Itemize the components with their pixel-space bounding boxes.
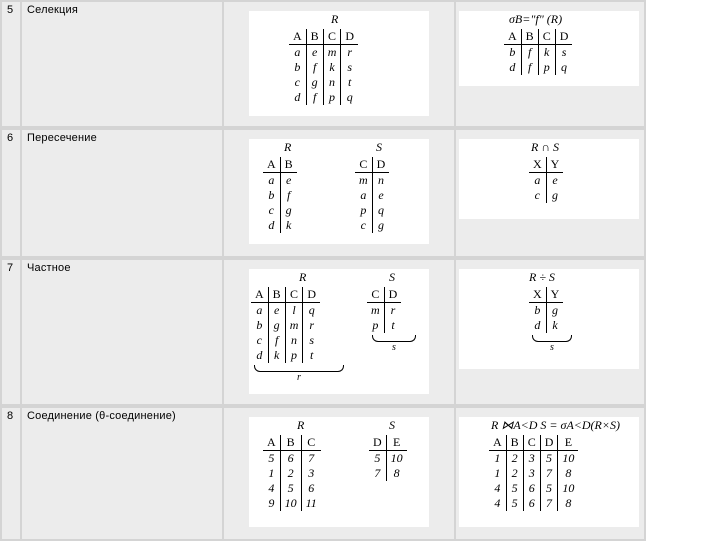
tuple-row xyxy=(355,173,389,189)
tuple-value: e xyxy=(306,45,323,61)
source-cell xyxy=(224,408,454,539)
tuple-row xyxy=(289,45,358,61)
tuple-value: c xyxy=(360,218,366,232)
tuple-value: f xyxy=(268,333,285,348)
column-header: D xyxy=(341,29,358,45)
operation-name: Пересечение xyxy=(22,130,222,256)
result-figure xyxy=(459,139,639,219)
tuple-row xyxy=(251,303,320,319)
column-header: A xyxy=(289,29,306,45)
column-header: B xyxy=(506,435,523,451)
tuple-value: b xyxy=(294,60,301,74)
tuple-value: 7 xyxy=(540,496,558,511)
tuple-value: 1 xyxy=(494,466,501,480)
brace-annotation: s xyxy=(531,335,573,353)
row-number: 5 xyxy=(2,2,20,126)
tuple-value: l xyxy=(285,303,303,319)
result-table xyxy=(529,157,563,203)
tuple-value: p xyxy=(360,203,367,217)
relation-table xyxy=(251,287,320,363)
column-header: C xyxy=(323,29,341,45)
column-header: C xyxy=(285,287,303,303)
tuple-value: r xyxy=(303,318,320,333)
relation-title: S xyxy=(389,418,395,432)
column-header: Y xyxy=(546,287,563,303)
tuple-value: 10 xyxy=(280,496,301,511)
tuple-value: f xyxy=(521,60,538,75)
tuple-value: 8 xyxy=(386,466,407,481)
tuple-value: 7 xyxy=(301,451,321,467)
tuple-value: 6 xyxy=(301,481,321,496)
column-header: D xyxy=(555,29,572,45)
source-figure xyxy=(249,269,429,394)
tuple-value: s xyxy=(303,333,320,348)
tuple-value: e xyxy=(280,173,297,189)
relation-table xyxy=(263,435,321,511)
result-cell xyxy=(456,260,644,404)
tuple-value: 10 xyxy=(386,451,407,467)
result-figure xyxy=(459,11,639,86)
tuple-value: 6 xyxy=(523,481,540,496)
table-row xyxy=(0,128,646,258)
tuple-value: 10 xyxy=(558,451,579,467)
tuple-row xyxy=(504,60,572,75)
header-row xyxy=(367,287,401,303)
tuple-value: b xyxy=(534,303,541,317)
tuple-row xyxy=(369,466,407,481)
result-table xyxy=(504,29,572,75)
column-header: A xyxy=(504,29,521,45)
tuple-value: g xyxy=(280,203,297,218)
tuple-value: b xyxy=(256,318,263,332)
tuple-value: c xyxy=(294,75,300,89)
tuple-row xyxy=(529,173,563,189)
result-cell xyxy=(456,2,644,126)
tuple-row xyxy=(289,60,358,75)
tuple-row xyxy=(367,303,401,319)
tuple-value: g xyxy=(268,318,285,333)
column-header: A xyxy=(251,287,268,303)
header-row xyxy=(504,29,572,45)
tuple-value: 3 xyxy=(523,451,540,467)
tuple-row xyxy=(251,348,320,363)
tuple-value: 3 xyxy=(523,466,540,481)
tuple-value: k xyxy=(546,318,563,333)
tuple-value: p xyxy=(538,60,555,75)
result-title: R ÷ S xyxy=(529,270,555,284)
relation-table xyxy=(367,287,401,333)
column-header: C xyxy=(367,287,384,303)
tuple-value: q xyxy=(303,303,320,319)
relation-table xyxy=(289,29,358,105)
tuple-value: c xyxy=(268,203,274,217)
tuple-row xyxy=(489,466,578,481)
tuple-value: 1 xyxy=(494,451,501,465)
tuple-value: 4 xyxy=(494,496,501,510)
result-table xyxy=(489,435,578,511)
column-header: B xyxy=(280,435,301,451)
header-row xyxy=(355,157,389,173)
column-header: B xyxy=(521,29,538,45)
tuple-value: m xyxy=(285,318,303,333)
result-cell xyxy=(456,408,644,539)
tuple-value: n xyxy=(285,333,303,348)
tuple-value: 6 xyxy=(280,451,301,467)
tuple-value: f xyxy=(306,60,323,75)
tuple-row xyxy=(369,451,407,467)
column-header: D xyxy=(540,435,558,451)
tuple-value: d xyxy=(256,348,263,362)
tuple-value: q xyxy=(341,90,358,105)
operation-name: Селекция xyxy=(22,2,222,126)
table-row xyxy=(0,0,646,128)
tuple-value: g xyxy=(372,218,389,233)
relation-title: R xyxy=(297,418,305,432)
tuple-value: c xyxy=(256,333,262,347)
tuple-value: 9 xyxy=(268,496,275,510)
tuple-value: 7 xyxy=(540,466,558,481)
result-title: σB="f" (R) xyxy=(509,12,563,26)
tuple-row xyxy=(289,75,358,90)
tuple-value: 1 xyxy=(268,466,275,480)
tuple-value: g xyxy=(306,75,323,90)
header-row xyxy=(263,435,321,451)
tuple-row xyxy=(263,203,297,218)
relation-title: R xyxy=(284,140,292,154)
source-figure xyxy=(249,139,429,244)
tuple-value: 5 xyxy=(540,451,558,467)
tuple-row xyxy=(263,188,297,203)
tuple-row xyxy=(504,45,572,61)
relation-title: R xyxy=(299,270,307,284)
tuple-row xyxy=(529,303,563,319)
tuple-value: 2 xyxy=(506,466,523,481)
column-header: C xyxy=(538,29,555,45)
column-header: B xyxy=(280,157,297,173)
tuple-row xyxy=(263,481,321,496)
tuple-value: 3 xyxy=(301,466,321,481)
column-header: B xyxy=(268,287,285,303)
header-row xyxy=(289,29,358,45)
result-title: R ∩ S xyxy=(531,140,559,154)
tuple-value: 8 xyxy=(558,496,579,511)
tuple-value: b xyxy=(509,45,516,59)
tuple-value: e xyxy=(268,303,285,319)
tuple-value: 10 xyxy=(558,481,579,496)
header-row xyxy=(263,157,297,173)
tuple-value: 4 xyxy=(268,481,275,495)
tuple-value: 2 xyxy=(280,466,301,481)
tuple-value: 5 xyxy=(506,481,523,496)
relation-table xyxy=(263,157,297,233)
tuple-value: p xyxy=(323,90,341,105)
tuple-row xyxy=(489,496,578,511)
tuple-value: 5 xyxy=(374,451,381,465)
column-header: C xyxy=(355,157,372,173)
tuple-value: 7 xyxy=(374,466,381,480)
tuple-row xyxy=(355,218,389,233)
tuple-value: p xyxy=(372,318,379,332)
tuple-row xyxy=(263,173,297,189)
tuple-row xyxy=(263,466,321,481)
column-header: C xyxy=(301,435,321,451)
relation-table xyxy=(355,157,389,233)
result-figure xyxy=(459,417,639,527)
tuple-value: e xyxy=(372,188,389,203)
table-row xyxy=(0,258,646,406)
brace-annotation: r xyxy=(253,365,345,383)
tuple-value: t xyxy=(384,318,401,333)
tuple-row xyxy=(289,90,358,105)
row-number: 8 xyxy=(2,408,20,539)
tuple-value: f xyxy=(306,90,323,105)
column-header: Y xyxy=(546,157,563,173)
tuple-value: 4 xyxy=(494,481,501,495)
tuple-value: c xyxy=(534,188,540,202)
column-header: X xyxy=(529,287,546,303)
tuple-value: a xyxy=(534,173,541,187)
tuple-value: k xyxy=(538,45,555,61)
column-header: D xyxy=(372,157,389,173)
tuple-value: r xyxy=(341,45,358,61)
column-header: E xyxy=(558,435,579,451)
tuple-row xyxy=(263,496,321,511)
column-header: A xyxy=(263,157,280,173)
tuple-value: q xyxy=(372,203,389,218)
tuple-value: 5 xyxy=(540,481,558,496)
column-header: D xyxy=(384,287,401,303)
column-header: A xyxy=(263,435,280,451)
tuple-value: g xyxy=(546,303,563,319)
column-header: X xyxy=(529,157,546,173)
tuple-value: q xyxy=(555,60,572,75)
tuple-value: a xyxy=(294,45,301,59)
tuple-value: d xyxy=(534,318,541,332)
result-figure xyxy=(459,269,639,369)
column-header: A xyxy=(489,435,506,451)
source-figure xyxy=(249,417,429,527)
operation-name: Соединение (θ-соединение) xyxy=(22,408,222,539)
tuple-value: g xyxy=(546,188,563,203)
tuple-value: n xyxy=(372,173,389,189)
tuple-value: 8 xyxy=(558,466,579,481)
result-cell xyxy=(456,130,644,256)
source-cell xyxy=(224,130,454,256)
column-header: D xyxy=(303,287,320,303)
tuple-value: m xyxy=(359,173,368,187)
operation-name: Частное xyxy=(22,260,222,404)
tuple-value: r xyxy=(384,303,401,319)
tuple-value: a xyxy=(360,188,367,202)
tuple-value: n xyxy=(323,75,341,90)
tuple-value: d xyxy=(268,218,275,232)
relation-title: R xyxy=(331,12,339,26)
tuple-value: m xyxy=(323,45,341,61)
tuple-row xyxy=(529,318,563,333)
tuple-value: 6 xyxy=(523,496,540,511)
tuple-value: m xyxy=(371,303,380,317)
column-header: C xyxy=(523,435,540,451)
source-figure xyxy=(249,11,429,116)
source-cell xyxy=(224,2,454,126)
column-header: D xyxy=(369,435,386,451)
column-header: E xyxy=(386,435,407,451)
header-row xyxy=(489,435,578,451)
tuple-value: f xyxy=(521,45,538,61)
relation-title: S xyxy=(389,270,395,284)
tuple-value: s xyxy=(555,45,572,61)
tuple-value: b xyxy=(268,188,275,202)
tuple-value: 5 xyxy=(280,481,301,496)
tuple-value: t xyxy=(303,348,320,363)
tuple-value: a xyxy=(268,173,275,187)
tuple-row xyxy=(489,481,578,496)
tuple-row xyxy=(251,333,320,348)
tuple-row xyxy=(355,203,389,218)
tuple-row xyxy=(251,318,320,333)
tuple-value: 5 xyxy=(506,496,523,511)
tuple-value: k xyxy=(323,60,341,75)
row-number: 6 xyxy=(2,130,20,256)
tuple-value: s xyxy=(341,60,358,75)
header-row xyxy=(529,157,563,173)
tuple-row xyxy=(263,218,297,233)
result-table xyxy=(529,287,563,333)
tuple-value: k xyxy=(280,218,297,233)
relation-table xyxy=(369,435,407,481)
column-header: B xyxy=(306,29,323,45)
tuple-row xyxy=(529,188,563,203)
tuple-value: a xyxy=(256,303,263,317)
relation-title: S xyxy=(376,140,382,154)
tuple-value: p xyxy=(285,348,303,363)
table-row xyxy=(0,406,646,541)
tuple-value: 5 xyxy=(268,451,275,465)
header-row xyxy=(369,435,407,451)
brace-annotation: s xyxy=(371,335,417,353)
tuple-value: k xyxy=(268,348,285,363)
tuple-row xyxy=(367,318,401,333)
tuple-value: d xyxy=(294,90,301,104)
tuple-value: t xyxy=(341,75,358,90)
tuple-value: 11 xyxy=(301,496,321,511)
row-number: 7 xyxy=(2,260,20,404)
tuple-value: e xyxy=(546,173,563,189)
tuple-row xyxy=(489,451,578,467)
tuple-value: f xyxy=(280,188,297,203)
header-row xyxy=(529,287,563,303)
tuple-row xyxy=(355,188,389,203)
tuple-row xyxy=(263,451,321,467)
tuple-value: 2 xyxy=(506,451,523,467)
source-cell xyxy=(224,260,454,404)
header-row xyxy=(251,287,320,303)
result-title: R ⋈A<D S = σA<D(R×S) xyxy=(491,418,620,432)
tuple-value: d xyxy=(509,60,516,74)
